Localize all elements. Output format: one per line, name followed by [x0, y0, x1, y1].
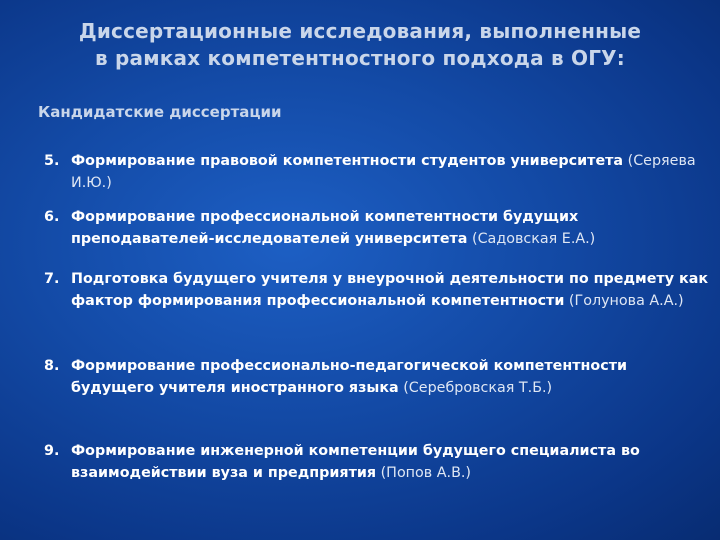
item-text — [71, 150, 714, 194]
slide-title — [0, 18, 720, 72]
item-number: 8. — [44, 358, 60, 374]
item-text — [71, 206, 714, 250]
item-author: (Серебровская Т.Б.) — [403, 380, 553, 396]
item-author: (Попов А.В.) — [380, 465, 472, 481]
title-line-1: Диссертационные исследования, выполненные — [78, 19, 642, 43]
list-item — [44, 206, 714, 250]
item-title: Формирование профессионально-педагогической компетентности будущего учителя иностранного языка — [71, 358, 628, 396]
list-item — [44, 150, 714, 194]
list-item — [44, 355, 714, 399]
item-author: (Серяева И.Ю.) — [71, 153, 696, 191]
item-author: (Голунова А.А.) — [568, 293, 684, 309]
item-number: 7. — [44, 271, 60, 287]
item-text — [71, 268, 714, 312]
list-item — [44, 268, 714, 312]
item-title: Подготовка будущего учителя у внеурочной деятельности по предмету как фактор формирования профессиональной компетентности — [71, 271, 709, 309]
item-title: Формирование инженерной компетенции будущего специалиста во взаимодействии вуза и предприятия — [71, 443, 640, 481]
item-author: (Садовская Е.А.) — [472, 231, 596, 247]
item-number: 6. — [44, 209, 60, 225]
title-line-2: в рамках компетентностного подхода в ОГУ: — [95, 46, 625, 70]
item-text — [71, 440, 714, 484]
item-number: 5. — [44, 153, 60, 169]
list-item — [44, 440, 714, 484]
item-title: Формирование профессиональной компетентности будущих преподавателей-исследователей университета — [71, 209, 579, 247]
item-number: 9. — [44, 443, 60, 459]
item-text — [71, 355, 714, 399]
section-subtitle: Кандидатские диссертации — [38, 103, 282, 121]
item-title: Формирование правовой компетентности студентов университета — [71, 153, 624, 169]
